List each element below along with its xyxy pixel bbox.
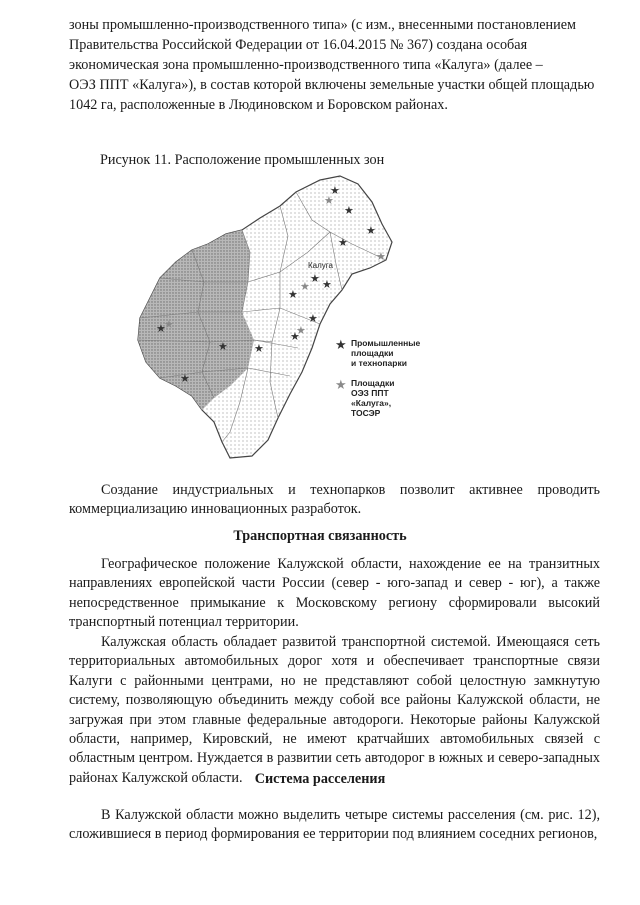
intro-line: 1042 га, расположенные в Людиновском и Боровском районах. (69, 97, 448, 113)
legend-label: Промышленные площадки и технопарки (351, 338, 421, 368)
industrial-site-star: ★ (366, 224, 376, 237)
legend-label: Площадки ОЭЗ ППТ «Калуга», ТОСЭР (351, 378, 395, 418)
star-icon: ★ (335, 337, 347, 352)
industrial-site-star: ★ (180, 372, 190, 385)
industrial-site-star: ★ (156, 322, 166, 335)
body-paragraph: Калужская область обладает развитой транспортной системой. Имеющаяся сеть территориальных автомобильных дорог хотя и обеспечивает транспортные связи Калуги с районными центрами, но не представляют собой целостную замкнутую систему, позволяющую объединить между собой все районы Калужской области, не загружая при этом главные федеральные автодороги. Некоторые районы Калужской области, например, Кировский, не имеют кратчайших автомобильных связей с областным центром. Нуждается в развитии сеть автодорог в южных и северо-западных районах Калужской области. (69, 634, 600, 786)
intro-line: Правительства Российской Федерации от 16.04.2015 № 367) создана особая (69, 37, 528, 53)
sez-site-star: ★ (376, 250, 386, 263)
industrial-site-star: ★ (322, 278, 332, 291)
intro-line: ОЭЗ ППТ «Калуга»), в состав которой включены земельные участки общей площадью (69, 77, 595, 93)
sez-site-star: ★ (300, 280, 310, 293)
sez-site-star: ★ (324, 194, 334, 207)
section-heading: Система расселения (254, 771, 386, 787)
industrial-site-star: ★ (218, 340, 228, 353)
industrial-site-star: ★ (290, 330, 300, 343)
intro-line: экономическая зона промышленно-производственного типа «Калуга» (далее – (69, 57, 543, 73)
industrial-site-star: ★ (288, 288, 298, 301)
figure-caption: Рисунок 11. Расположение промышленных зон (100, 152, 385, 168)
industrial-site-star: ★ (344, 204, 354, 217)
industrial-site-star: ★ (308, 312, 318, 325)
body-paragraph: Создание индустриальных и технопарков позволит активнее проводить коммерциализацию инновационных разработок. (69, 482, 600, 518)
region-map (130, 172, 440, 462)
industrial-site-star: ★ (310, 272, 320, 285)
industrial-site-star: ★ (338, 236, 348, 249)
sez-site-star: ★ (296, 324, 306, 337)
map-city-label: Калуга (308, 261, 333, 270)
star-icon: ★ (335, 377, 347, 392)
body-paragraph: В Калужской области можно выделить четыре системы расселения (см. рис. 12), сложившиеся в период формирования ее территории под влиянием соседних регионов, (69, 807, 600, 843)
industrial-site-star: ★ (330, 184, 340, 197)
region-map-figure (130, 172, 440, 462)
industrial-site-star: ★ (254, 342, 264, 355)
intro-line: зоны промышленно-производственного типа» (с изм., внесенными постановлением (69, 17, 576, 33)
sez-site-star: ★ (164, 318, 174, 331)
body-paragraph: Географическое положение Калужской области, нахождение ее на транзитных направлениях европейской части России (север - юго-запад и север - юг), а также непосредственное примыкание к Московскому региону сформировали высокий транспортный потенциал территории. (69, 556, 600, 631)
section-heading: Транспортная связанность (233, 528, 407, 544)
